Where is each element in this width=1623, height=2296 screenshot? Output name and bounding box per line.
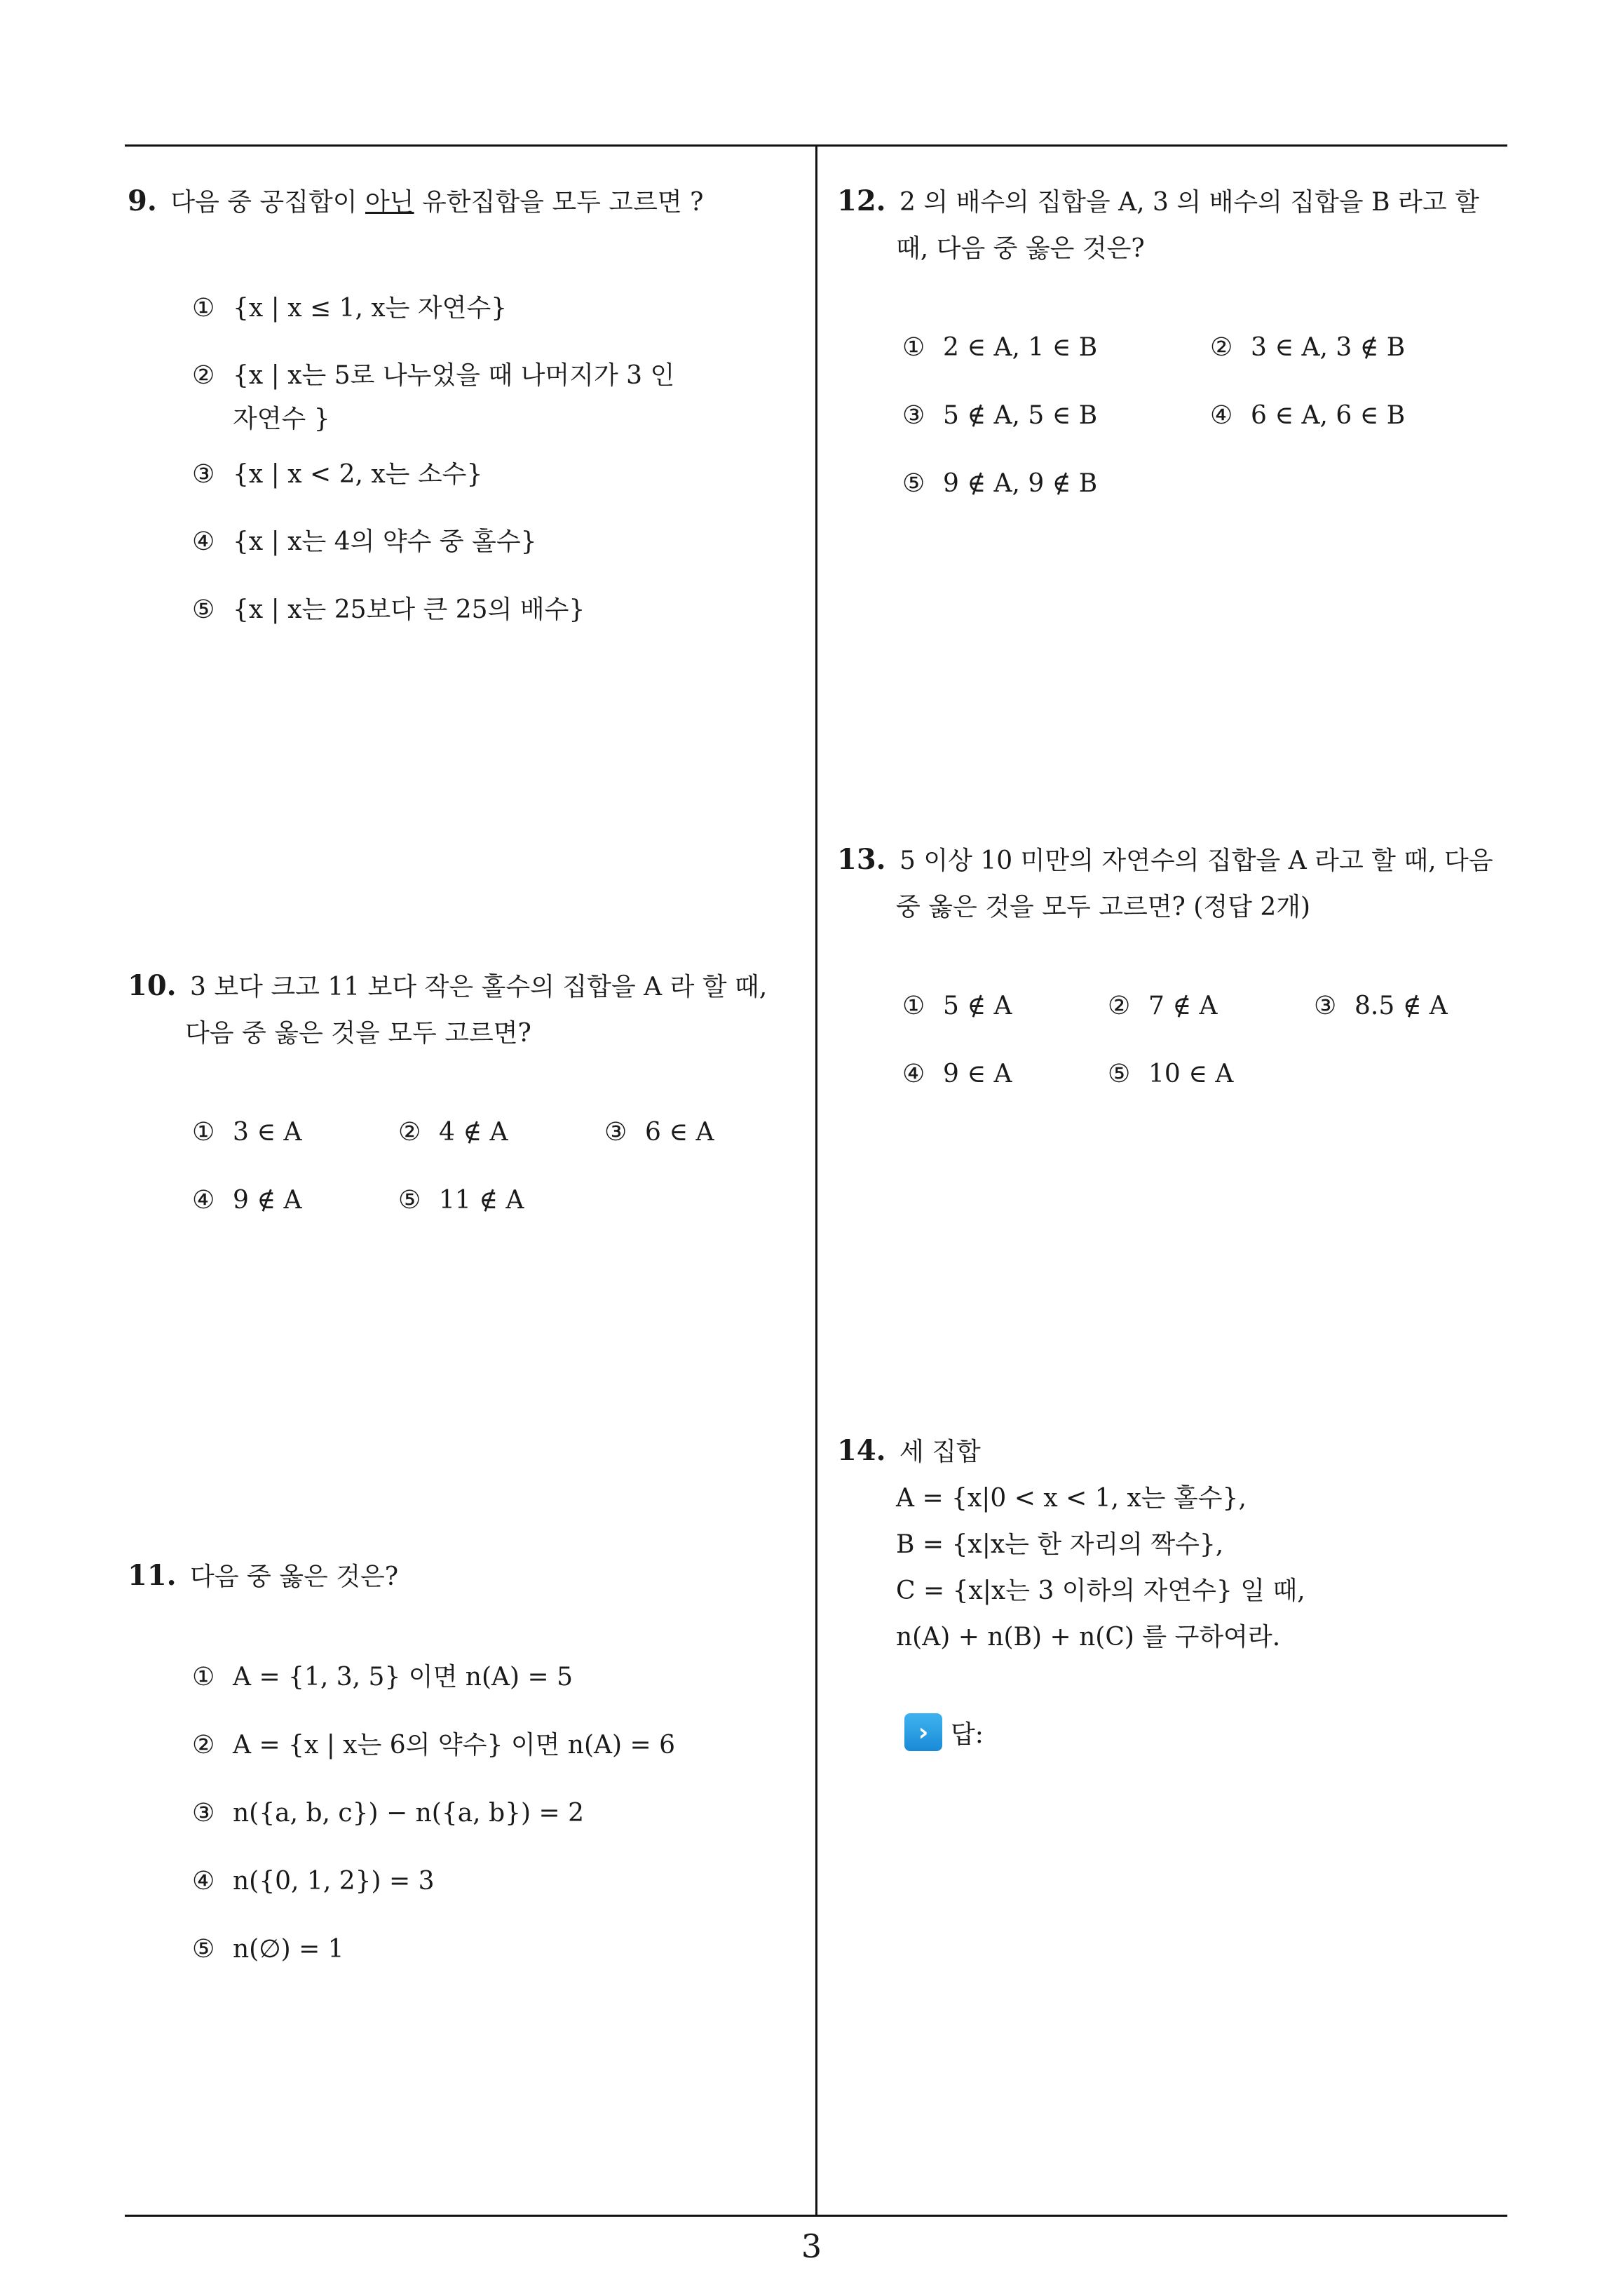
question-text-line2: 다음 중 옳은 것을 모두 고르면? xyxy=(185,1019,531,1048)
set-b-definition: B = {x|x는 한 자리의 짝수}, xyxy=(896,1530,1224,1559)
option-marker: ⑤ xyxy=(902,469,925,498)
option-marker: ② xyxy=(398,1118,421,1147)
question-9 xyxy=(128,178,804,226)
option-marker: ② xyxy=(1210,333,1233,362)
question-number: 14. xyxy=(837,1434,886,1467)
option-marker: ④ xyxy=(1210,401,1233,430)
option-marker: ③ xyxy=(604,1118,627,1147)
option-text: 9 ∈ A xyxy=(943,1060,1012,1088)
option-marker: ② xyxy=(192,361,215,390)
option-text: 10 ∈ A xyxy=(1148,1060,1234,1088)
question-text-line5: n(A) + n(B) + n(C) 를 구하여라. xyxy=(896,1623,1281,1652)
option-4[interactable] xyxy=(1210,398,1405,433)
set-c-definition: C = {x|x는 3 이하의 자연수} 일 때, xyxy=(896,1576,1305,1605)
bottom-rule xyxy=(125,2215,1507,2217)
option-text: {x | x는 4의 약수 중 홀수} xyxy=(233,527,537,556)
option-text: 8.5 ∉ A xyxy=(1354,992,1448,1020)
question-text-underlined: 아닌 xyxy=(365,188,414,217)
option-marker: ⑤ xyxy=(398,1186,421,1215)
question-text-line1: 세 집합 xyxy=(899,1438,981,1466)
option-1[interactable] xyxy=(902,330,1097,365)
option-text: A = {x | x는 6의 약수} 이면 n(A) = 6 xyxy=(233,1731,676,1760)
question-text-line1: 5 이상 10 미만의 자연수의 집합을 A 라고 할 때, 다음 xyxy=(899,846,1493,875)
question-text-line2: 중 옳은 것을 모두 고르면? (정답 2개) xyxy=(896,893,1311,921)
option-3[interactable] xyxy=(1314,989,1448,1024)
question-text-part: 유한집합을 모두 고르면 ? xyxy=(414,188,704,217)
option-text: 5 ∉ A, 5 ∈ B xyxy=(943,401,1098,430)
question-text-line1: 2 의 배수의 집합을 A, 3 의 배수의 집합을 B 라고 할 xyxy=(899,188,1479,217)
question-text: 다음 중 옳은 것은? xyxy=(190,1562,399,1591)
option-4[interactable] xyxy=(192,525,537,560)
set-a-definition: A = {x|0 < x < 1, x는 홀수}, xyxy=(896,1484,1247,1513)
option-marker: ⑤ xyxy=(1108,1060,1131,1088)
option-3[interactable] xyxy=(902,398,1097,433)
option-marker: ① xyxy=(192,294,215,323)
option-2[interactable] xyxy=(192,358,674,393)
option-text: 5 ∉ A xyxy=(943,992,1012,1020)
option-text: 2 ∈ A, 1 ∈ B xyxy=(943,333,1098,362)
option-text: 4 ∉ A xyxy=(439,1118,508,1147)
option-marker: ② xyxy=(1108,992,1131,1020)
option-marker: ⑤ xyxy=(192,1935,215,1964)
question-number: 12. xyxy=(837,184,886,217)
option-marker: ④ xyxy=(192,527,215,556)
question-number: 13. xyxy=(837,843,886,876)
option-2[interactable] xyxy=(398,1115,508,1150)
option-5[interactable] xyxy=(192,1932,344,1967)
option-text: {x | x는 5로 나누었을 때 나머지가 3 인 xyxy=(233,361,675,390)
answer-field[interactable] xyxy=(904,1713,984,1751)
option-text: 9 ∉ A xyxy=(233,1186,302,1215)
option-2[interactable] xyxy=(192,1728,675,1763)
option-text: 3 ∈ A xyxy=(233,1118,302,1147)
option-text: {x | x는 25보다 큰 25의 배수} xyxy=(233,595,585,624)
option-1[interactable] xyxy=(902,989,1012,1024)
option-5[interactable] xyxy=(902,466,1097,501)
option-1[interactable] xyxy=(192,291,507,326)
option-text: {x | x < 2, x는 소수} xyxy=(233,460,483,489)
question-11 xyxy=(128,1553,804,1600)
option-marker: ④ xyxy=(192,1867,215,1896)
option-text: 3 ∈ A, 3 ∉ B xyxy=(1251,333,1406,362)
option-marker: ① xyxy=(192,1663,215,1691)
question-text-line1: 3 보다 크고 11 보다 작은 홀수의 집합을 A 라 할 때, xyxy=(190,973,768,1001)
option-4[interactable] xyxy=(902,1057,1012,1092)
answer-label: 답: xyxy=(951,1720,984,1749)
page-number: 3 xyxy=(801,2227,822,2265)
question-number: 9. xyxy=(128,184,157,217)
chevron-right-icon: › xyxy=(904,1713,942,1751)
column-divider xyxy=(815,144,817,2217)
option-text: 6 ∈ A, 6 ∈ B xyxy=(1251,401,1406,430)
option-5[interactable] xyxy=(192,593,585,628)
option-text: n(∅) = 1 xyxy=(233,1935,344,1964)
question-13 xyxy=(837,837,1510,931)
option-3[interactable] xyxy=(192,1796,584,1831)
question-text-part: 다음 중 공집합이 xyxy=(170,188,365,217)
option-marker: ④ xyxy=(902,1060,925,1088)
question-10 xyxy=(128,963,804,1057)
option-1[interactable] xyxy=(192,1115,301,1150)
question-number: 11. xyxy=(128,1559,177,1592)
option-marker: ⑤ xyxy=(192,595,215,624)
option-text: 7 ∉ A xyxy=(1148,992,1218,1020)
question-text-line2: 때, 다음 중 옳은 것은? xyxy=(896,234,1145,263)
option-5[interactable] xyxy=(398,1183,524,1218)
option-3[interactable] xyxy=(604,1115,714,1150)
option-marker: ② xyxy=(192,1731,215,1760)
option-5[interactable] xyxy=(1108,1057,1233,1092)
option-1[interactable] xyxy=(192,1660,573,1695)
option-marker: ③ xyxy=(192,460,215,489)
option-text: n({0, 1, 2}) = 3 xyxy=(233,1867,435,1896)
question-text xyxy=(170,188,703,217)
option-text: 9 ∉ A, 9 ∉ B xyxy=(943,469,1098,498)
option-3[interactable] xyxy=(192,457,482,492)
option-text: {x | x ≤ 1, x는 자연수} xyxy=(233,294,508,323)
option-text: n({a, b, c}) − n({a, b}) = 2 xyxy=(233,1799,585,1828)
option-marker: ③ xyxy=(192,1799,215,1828)
option-2[interactable] xyxy=(1108,989,1217,1024)
question-14 xyxy=(837,1428,1510,1661)
option-marker: ① xyxy=(902,333,925,362)
option-text: 6 ∈ A xyxy=(645,1118,714,1147)
option-4[interactable] xyxy=(192,1864,435,1899)
option-2[interactable] xyxy=(1210,330,1405,365)
option-marker: ③ xyxy=(1314,992,1337,1020)
option-2-continuation: 자연수 } xyxy=(233,405,330,433)
option-4[interactable] xyxy=(192,1183,301,1218)
option-text: 11 ∉ A xyxy=(439,1186,524,1215)
option-marker: ① xyxy=(902,992,925,1020)
option-marker: ① xyxy=(192,1118,215,1147)
option-marker: ④ xyxy=(192,1186,215,1215)
option-text: A = {1, 3, 5} 이면 n(A) = 5 xyxy=(233,1663,573,1691)
question-number: 10. xyxy=(128,969,177,1002)
question-12 xyxy=(837,178,1510,272)
option-marker: ③ xyxy=(902,401,925,430)
